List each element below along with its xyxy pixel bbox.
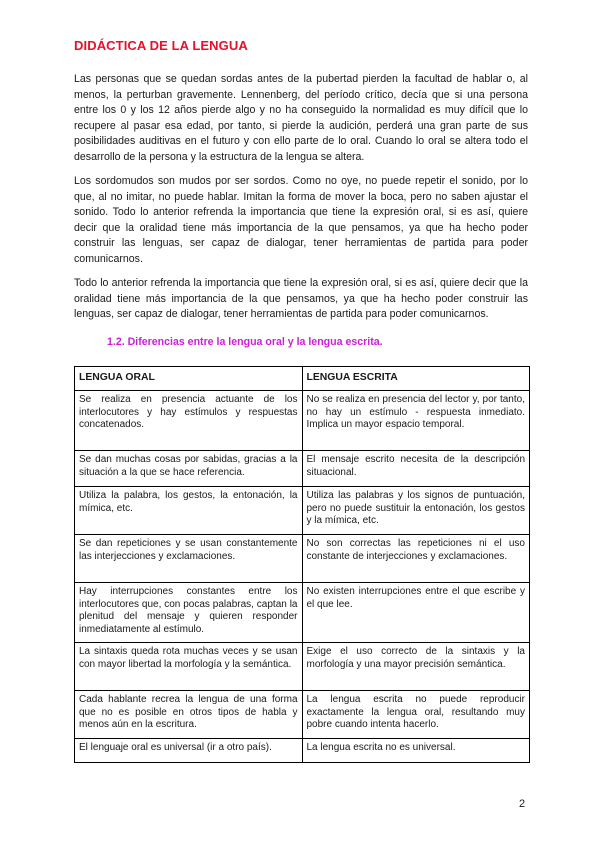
section-heading: 1.2. Diferencias entre la lengua oral y la lengua escrita.	[107, 336, 383, 348]
oral-cell: Se realiza en presencia actuante de los interlocutores y hay estímulos y respuestas concatenados.	[75, 390, 303, 450]
oral-cell: El lenguaje oral es universal (ir a otro país).	[75, 738, 303, 762]
paragraph-3: Todo lo anterior refrenda la importancia que tiene la expresión oral, si es así, quiere decir que la oralidad tiene más importancia de la que pensamos, ya que ha hecho poder construir las lenguas, ser capaz de dialogar, tener herramientas de partida para poder comunicarnos.	[74, 277, 528, 321]
table-row	[75, 534, 530, 582]
written-cell: El mensaje escrito necesita de la descripción situacional.	[302, 450, 530, 486]
table-row	[75, 582, 530, 642]
table-row	[75, 738, 530, 762]
written-cell: La lengua escrita no es universal.	[302, 738, 530, 762]
oral-cell: Se dan repeticiones y se usan constantemente las interjecciones y exclamaciones.	[75, 534, 303, 582]
oral-cell: Utiliza la palabra, los gestos, la entonación, la mímica, etc.	[75, 486, 303, 534]
written-cell: Utiliza las palabras y los signos de puntuación, pero no puede sustituir la entonación, los gestos y la mímica, etc.	[302, 486, 530, 534]
header-written: LENGUA ESCRITA	[302, 367, 530, 391]
written-cell: La lengua escrita no puede reproducir exactamente la lengua oral, resultando muy pobre cuando intenta hacerlo.	[302, 690, 530, 738]
oral-cell: Cada hablante recrea la lengua de una forma que no es posible en otros tipos de habla y menos aún en la escritura.	[75, 690, 303, 738]
table-row	[75, 642, 530, 690]
table-row	[75, 486, 530, 534]
paragraph-1: Las personas que se quedan sordas antes de la pubertad pierden la facultad de hablar o, al menos, la perturban gravemente. Lennenberg, del período crítico, decía que si una persona entre los 0 y los 12 años pierde algo y no ha conseguido la normalidad es muy difícil que lo recupere al pasar esa edad, por tanto, si pierde la audición, perderá una gran parte de sus posibilidades auditivas en el futuro y con ello parte de lo oral. Cuando lo oral se altera todo el desarrollo de la persona y la estructura de la lengua se altera.	[74, 73, 528, 163]
written-cell: No son correctas las repeticiones ni el uso constante de interjecciones y exclamaciones.	[302, 534, 530, 582]
page-title: DIDÁCTICA DE LA LENGUA	[74, 38, 248, 53]
comparison-table	[74, 366, 530, 763]
oral-cell: Hay interrupciones constantes entre los interlocutores que, con pocas palabras, captan la plenitud del mensaje y quieren responder inmediatamente al estímulo.	[75, 582, 303, 642]
written-cell: Exige el uso correcto de la sintaxis y la morfología y una mayor precisión semántica.	[302, 642, 530, 690]
page-number: 2	[519, 798, 526, 810]
table-row	[75, 690, 530, 738]
written-cell: No existen interrupciones entre el que escribe y el que lee.	[302, 582, 530, 642]
oral-cell: La sintaxis queda rota muchas veces y se usan con mayor libertad la morfología y la semántica.	[75, 642, 303, 690]
header-oral: LENGUA ORAL	[75, 367, 303, 391]
paragraph-2: Los sordomudos son mudos por ser sordos. Como no oye, no puede repetir el sonido, por lo que, al no imitar, no puede hablar. Imitan la forma de mover la boca, pero no saben ajustar el sonido. Todo lo anterior refrenda la importancia que tiene la expresión oral, si es así, quiere decir que la oralidad tiene más importancia de la que pensamos, ya que ha hecho poder construir las lenguas, ser capaz de dialogar, tener herramientas de partida para poder comunicarnos.	[74, 175, 528, 265]
oral-cell: Se dan muchas cosas por sabidas, gracias a la situación a la que se hace referencia.	[75, 450, 303, 486]
table-row	[75, 450, 530, 486]
table-row	[75, 390, 530, 450]
written-cell: No se realiza en presencia del lector y, por tanto, no hay un estímulo - respuesta inmediato. Implica un mayor espacio temporal.	[302, 390, 530, 450]
table-header-row	[75, 367, 530, 391]
